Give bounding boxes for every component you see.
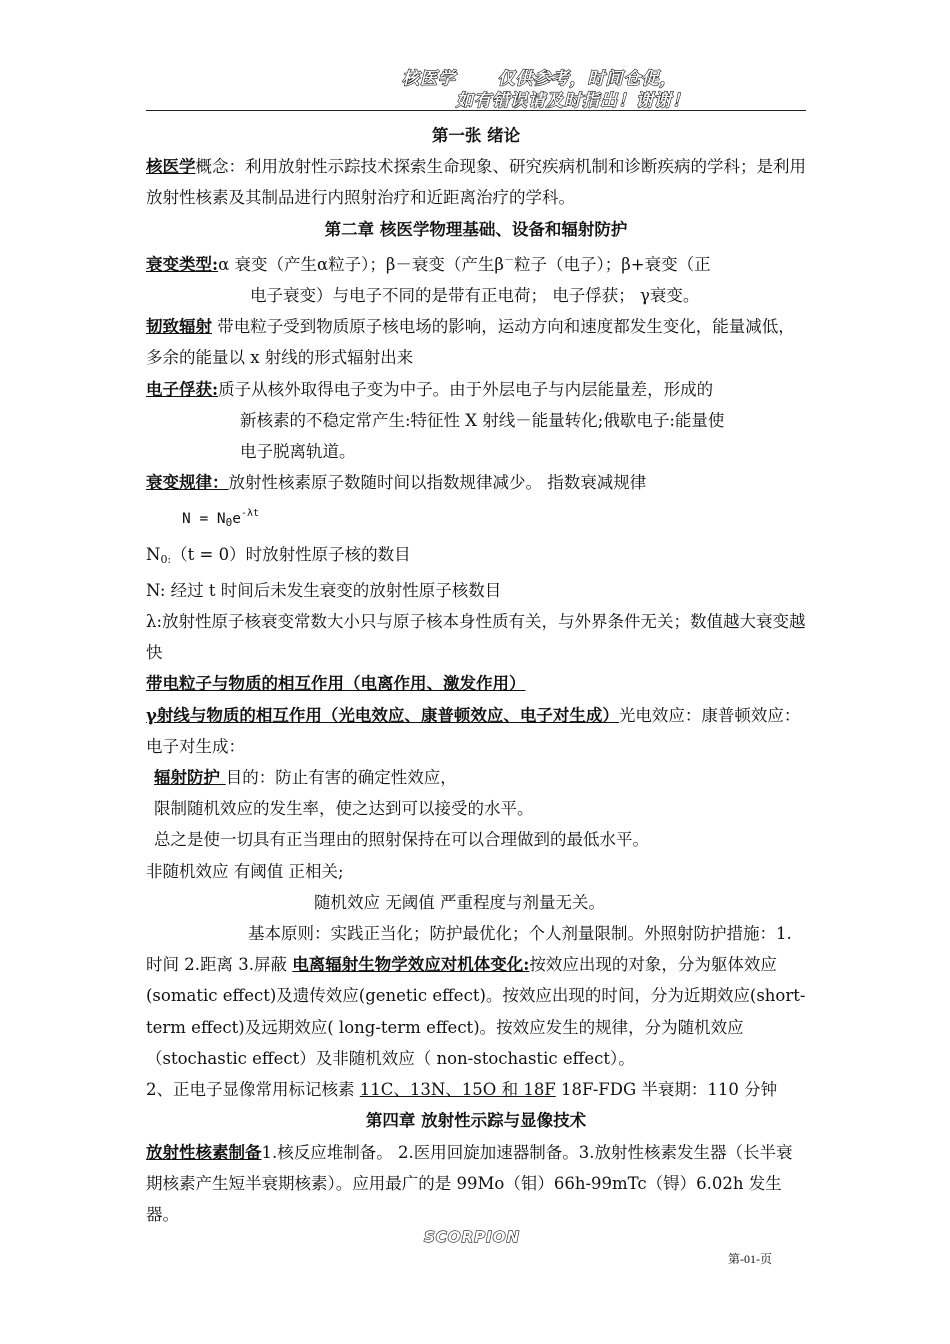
header-line-1: 核医学 仅供参考，时间仓促， [402,69,678,89]
term: 放射性核素制备 [146,1142,262,1162]
electron-capture-cont-2: 电子脱离轨道。 [240,442,356,462]
document-body [146,120,806,1230]
nuclide-list: 11C、13N、15O 和 18F [359,1080,556,1100]
term: 电子俘获: [146,379,219,399]
chapter-2-title: 第二章 核医学物理基础、设备和辐射防护 [324,219,628,239]
radiation-protection-cont-2: 总之是使一切具有正当理由的照射保持在可以合理做到的最低水平。 [154,830,649,850]
n0-definition [146,539,806,575]
formula-part: e [232,511,242,528]
scorpion-logo: SCORPION [424,1228,520,1246]
decay-law [146,467,806,498]
formula-sub: 0 [225,516,233,530]
text: 粒子（电子）；β+衰变（正 [513,254,711,274]
term: 衰变类型: [146,254,219,274]
text: 放射性核素原子数随时间以指数规律减少。 指数衰减规律 [228,473,647,493]
term: 衰变规律： [146,473,229,493]
text: （t = 0）时放射性原子核的数目 [171,544,411,564]
text: 按效应出现的对象，分为躯体效应(somatic effect)及遗传效应(genetic effect)。按效应出现的时间，分为近期效应(short-term effect)及远期效应( long-term effect)。按效应发生的规律，分为随机效应（stochastic effect）及非随机效应（ non-stochastic effect）。 [146,955,806,1068]
definition-text: 概念：利用放射性示踪技术探索生命现象、研究疾病机制和诊断疾病的学科；是利用放射性核素及其制品进行内照射治疗和近距离治疗的学科。 [146,157,806,208]
page-header [146,58,806,111]
decay-formula [146,498,806,538]
term: γ射线与物质的相互作用（光电效应、康普顿效应、电子对生成） [146,705,619,725]
gamma-interaction [146,700,806,762]
superscript: － [503,254,514,266]
text: 光电效应：康普顿效应：电子对生成： [146,705,801,756]
text: 质子从核外取得电子变为中子。由于外层电子与内层能量差，形成的 [218,379,714,399]
page-number: 第-01-页 [728,1252,772,1266]
pet-nuclides [146,1074,806,1105]
n-definition: N: 经过 t 时间后未发生衰变的放射性原子核数目 [146,580,502,600]
symbol-sub: 0: [160,552,172,566]
term: 电离辐射生物学效应对机体变化: [292,955,530,975]
chapter-4-title: 第四章 放射性示踪与显像技术 [365,1111,587,1131]
term: 韧致辐射 [146,317,212,337]
text: 2、正电子显像常用标记核素 [146,1080,360,1100]
symbol: N [146,544,161,564]
text: 1.核反应堆制备。 2.医用回旋加速器制备。3.放射性核素发生器（长半衰期核素产生短半衰期核素）。应用最广的是 99Mo（钼）66h-99mTc（锝）6.02h 发生器。 [146,1142,793,1224]
nonrandom-effect: 非随机效应 有阈值 正相关; [146,861,344,881]
nuclide-preparation [146,1137,806,1231]
protection-principles [146,918,806,1074]
radiation-protection-cont-1: 限制随机效应的发生率，使之达到可以接受的水平。 [154,799,534,819]
electron-capture [146,374,806,405]
text: α 衰变（产生α粒子）；β－衰变（产生β [218,254,504,274]
charged-particle-interaction: 带电粒子与物质的相互作用（电离作用、激发作用） [146,674,526,694]
formula-part: N = N [182,511,226,528]
text: 18F-FDG 半衰期：110 分钟 [555,1080,778,1100]
electron-capture-cont-1: 新核素的不稳定常产生:特征性 X 射线－能量转化;俄歇电子:能量使 [240,410,725,430]
nuclear-medicine-definition [146,151,806,213]
lambda-definition: λ:放射性原子核衰变常数大小只与原子核本身性质有关，与外界条件无关；数值越大衰变越快 [146,612,806,663]
decay-types-cont: 电子衰变）与电子不同的是带有正电荷； 电子俘获； γ衰变。 [250,286,700,306]
decay-types [146,245,806,280]
random-effect: 随机效应 无阈值 严重程度与剂量无关。 [314,892,605,912]
bremsstrahlung [146,311,806,373]
radiation-protection [146,762,806,793]
text: 带电粒子受到物质原子核电场的影响，运动方向和速度都发生变化，能量减低，多余的能量以 x 射线的形式辐射出来 [146,317,795,368]
header-line-2: 如有错误请及时指出！谢谢！ [456,91,690,111]
formula-sup: -λt [241,508,260,520]
term: 核医学 [146,157,196,177]
text: 基本原则：实践正当化；防护最优化；个人剂量限制。外照射防护措施：1.时间 2.距离 3.屏蔽 [146,924,792,975]
term: 辐射防护 [154,768,226,788]
chapter-1-title: 第一张 绪论 [431,126,521,145]
text: 目的：防止有害的确定性效应， [225,768,457,788]
